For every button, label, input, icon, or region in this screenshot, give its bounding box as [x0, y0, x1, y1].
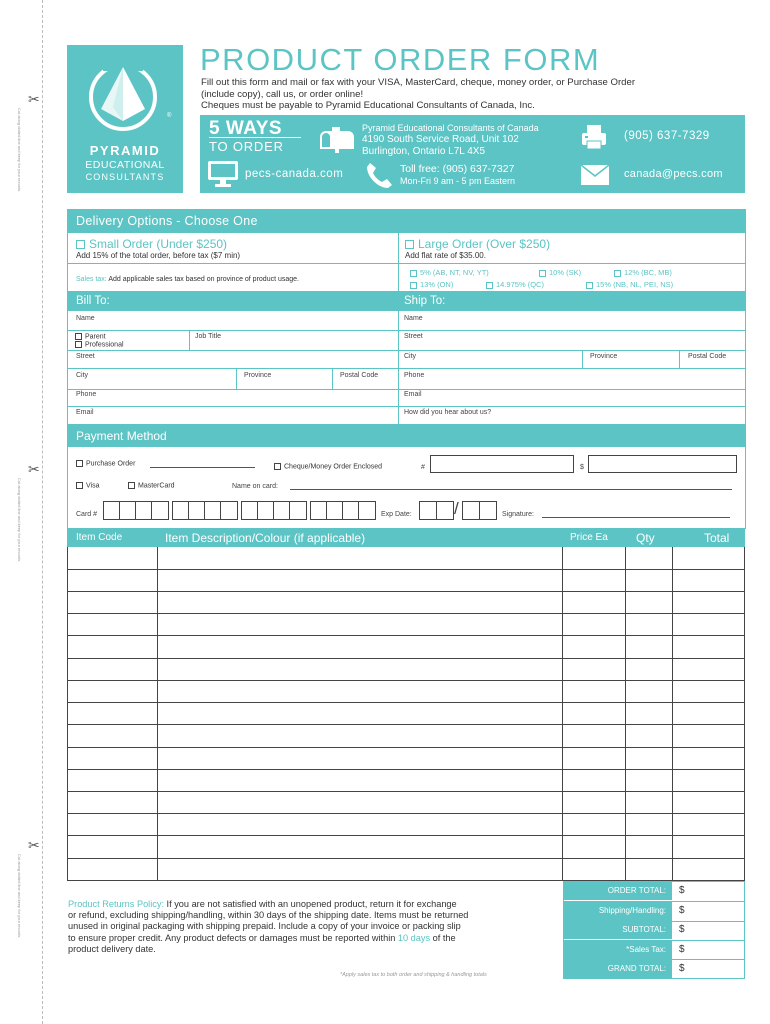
large-order-option[interactable] [405, 237, 550, 251]
tax-option-6[interactable]: 15% (NB, NL, PEI, NS) [586, 280, 673, 289]
name-on-card-label: Name on card: [232, 483, 278, 490]
mastercard-option[interactable]: MasterCard [128, 482, 175, 489]
intro-line-1: Fill out this form and mail or fax with your VISA, MasterCard, cheque, money order, or Purchase Order [201, 77, 636, 88]
scissors-icon: ✂ [28, 92, 40, 108]
ways-divider [209, 137, 301, 138]
small-order-checkbox[interactable] [76, 240, 85, 249]
website[interactable]: pecs-canada.com [245, 168, 344, 180]
delivery-header-bar [67, 209, 745, 233]
address-header-bar [67, 291, 745, 311]
bill-phone-label: Phone [76, 391, 97, 398]
professional-option[interactable]: Professional [85, 341, 124, 349]
po-number-line[interactable] [150, 467, 255, 468]
logo-name-3: CONSULTANTS [85, 172, 165, 182]
col-item-code: Item Code [76, 532, 123, 543]
computer-icon [207, 160, 239, 188]
address-line-2: Burlington, Ontario L7L 4X5 [362, 146, 486, 157]
ship-email-label: Email [404, 391, 422, 398]
large-order-label: Large Order (Over $250) [418, 237, 551, 251]
pyramid-logo [67, 45, 183, 193]
items-header-bar [67, 528, 745, 547]
tax-option-3[interactable]: 12% (BC, MB) [614, 268, 672, 277]
visa-option[interactable]: Visa [76, 482, 100, 489]
sales-tax-field[interactable]: $ [679, 944, 685, 955]
subtotal-field[interactable]: $ [679, 924, 685, 935]
cheque-number-field[interactable] [430, 455, 574, 473]
logo-name-2: EDUCATIONAL [85, 159, 165, 171]
items-table[interactable] [67, 547, 745, 881]
company-name: Pyramid Educational Consultants of Canada [362, 123, 539, 133]
bill-name-label: Name [76, 315, 95, 322]
phone-icon [365, 161, 393, 189]
col-price: Price Ea [570, 532, 608, 543]
cheque-amount-field[interactable] [588, 455, 737, 473]
cheque-number-hash: # [421, 464, 425, 471]
sales-tax-total-label: *Sales Tax: [563, 940, 672, 959]
exp-slash: / [454, 499, 459, 518]
ways-subheading: TO ORDER [209, 139, 284, 154]
payment-header-bar [67, 424, 745, 447]
bill-type-options[interactable] [75, 333, 124, 350]
order-total-label: ORDER TOTAL: [563, 881, 672, 900]
mailbox-icon [318, 125, 356, 153]
delivery-line [67, 263, 745, 264]
ways-to-order-panel [200, 115, 745, 193]
delivery-title: Delivery Options - Choose One [76, 214, 258, 228]
large-order-note: Add flat rate of $35.00. [405, 251, 486, 260]
payment-title: Payment Method [76, 429, 167, 443]
delivery-divider [398, 233, 399, 291]
cheque-amount-dollar: $ [580, 464, 584, 471]
ship-street-label: Street [404, 333, 423, 340]
bill-to-title: Bill To: [76, 295, 110, 307]
tax-option-5[interactable]: 14.975% (QC) [486, 280, 544, 289]
fax-number: (905) 637-7329 [624, 130, 710, 142]
email-address[interactable]: canada@pecs.com [624, 168, 723, 180]
intro-line-3: Cheques must be payable to Pyramid Educational Consultants of Canada, Inc. [201, 100, 535, 111]
intro-line-2: (include copy), call us, or order online! [201, 88, 364, 100]
tax-option-4[interactable]: 13% (ON) [410, 280, 453, 289]
bill-postal-label: Postal Code [340, 372, 379, 379]
registered-mark: ® [167, 113, 172, 119]
small-order-label: Small Order (Under $250) [89, 237, 228, 251]
toll-free: Toll free: (905) 637-7327 [400, 163, 515, 175]
col-total: Total [704, 531, 730, 545]
cut-note: Cut along dotted line and keep for your records [17, 854, 22, 938]
signature-label: Signature: [502, 511, 534, 518]
intro-text [201, 77, 751, 112]
ways-heading: 5 WAYS [209, 118, 283, 139]
shipping-label: Shipping/Handling: [563, 901, 672, 920]
ship-phone-label: Phone [404, 372, 425, 379]
shipping-field[interactable]: $ [679, 905, 685, 916]
exp-date-label: Exp Date: [381, 511, 412, 518]
grand-total-field[interactable]: $ [679, 963, 685, 974]
address-line-1: 4190 South Service Road, Unit 102 [362, 134, 519, 145]
col-description: Item Description/Colour (if applicable) [165, 531, 366, 545]
scissors-icon: ✂ [28, 838, 40, 854]
returns-policy: Product Returns Policy: If you are not satisfied with an unopened product, return it for exchange or refund, excluding shipping/handling, within 30 days of the shipping date. Items must be returned unused in original packaging with shipping prepaid. Include a copy of your invoice or packing slip to ensure proper credit. Any product defects or damages must be reported within 10 days of the product delivery date. [68, 899, 469, 954]
small-order-option[interactable] [76, 237, 227, 251]
ship-postal-label: Postal Code [688, 353, 727, 360]
ship-city-label: City [404, 353, 417, 360]
bill-email-label: Email [76, 409, 94, 416]
cut-line [42, 0, 43, 1024]
logo-name-1: PYRAMID [89, 143, 161, 158]
ship-name-label: Name [404, 315, 423, 322]
fax-icon [581, 124, 607, 150]
cut-note: Cut along dotted line and keep for your records [17, 108, 22, 192]
name-on-card-line[interactable] [290, 489, 732, 490]
sales-tax-label: Sales tax: [76, 276, 107, 283]
tax-option-2[interactable]: 10% (SK) [539, 268, 581, 277]
pyramid-emblem-icon [83, 57, 163, 137]
purchase-order-option[interactable]: Purchase Order [76, 460, 135, 467]
col-qty: Qty [636, 531, 655, 545]
page-title: PRODUCT ORDER FORM [200, 42, 601, 77]
returns-policy-label: Product Returns Policy: [68, 899, 164, 909]
job-title-label: Job Title [195, 333, 222, 340]
order-total-field[interactable]: $ [679, 885, 685, 896]
heard-about-label: How did you hear about us? [404, 409, 492, 416]
subtotal-label: SUBTOTAL: [563, 920, 672, 939]
small-order-note: Add 15% of the total order, before tax ($7 min) [76, 251, 241, 260]
tax-option-1[interactable]: 5% (AB, NT, NV, YT) [410, 268, 489, 277]
bill-street-label: Street [76, 353, 95, 360]
scissors-icon: ✂ [28, 462, 40, 478]
large-order-checkbox[interactable] [405, 240, 414, 249]
bill-province-label: Province [244, 372, 272, 379]
sales-tax-line [76, 276, 299, 283]
sales-tax-footnote: *Apply sales tax to both order and shipping & handling totals [340, 972, 487, 978]
ship-province-label: Province [590, 353, 618, 360]
bill-city-label: City [76, 372, 89, 379]
parent-option[interactable]: Parent [85, 333, 106, 341]
sales-tax-note: Add applicable sales tax based on province of product usage. [108, 276, 299, 283]
grand-total-label: GRAND TOTAL: [563, 959, 672, 978]
signature-line[interactable] [542, 517, 730, 518]
phone-hours: Mon-Fri 9 am - 5 pm Eastern [400, 176, 516, 186]
card-number-label: Card # [76, 511, 98, 518]
cut-note: Cut along dotted line and keep for your records [17, 478, 22, 562]
cheque-option[interactable]: Cheque/Money Order Enclosed [274, 463, 382, 470]
envelope-icon [581, 165, 609, 185]
ship-to-title: Ship To: [404, 295, 446, 307]
